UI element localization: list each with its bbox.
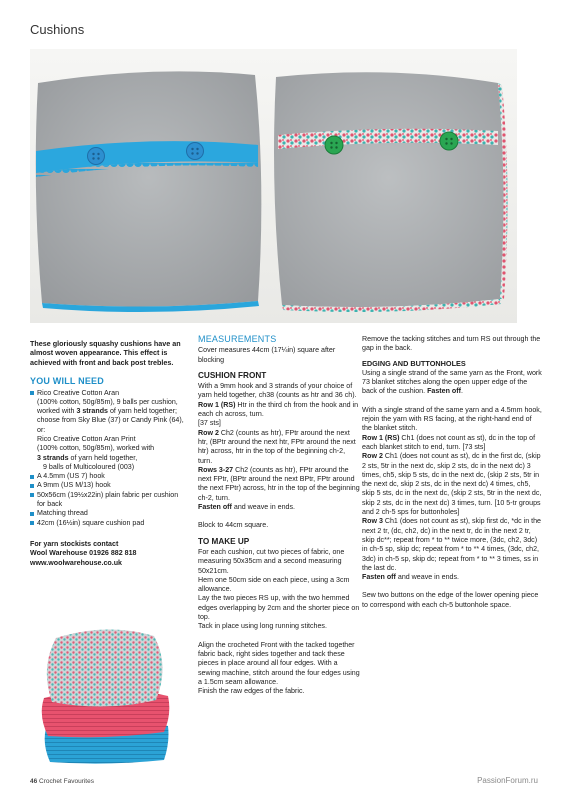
hero-photo-cushions <box>30 49 517 323</box>
watermark: PassionForum.ru <box>477 776 538 785</box>
cushion-right <box>274 72 504 307</box>
button-right-2 <box>440 132 458 150</box>
button-left-2 <box>187 143 204 160</box>
cushion-front-heading: CUSHION FRONT <box>198 370 267 380</box>
measurements-text: Cover measures 44cm (17¼in) square after blocking <box>198 346 336 364</box>
section-title: Cushions <box>30 22 85 37</box>
page-footer <box>30 778 94 785</box>
edging-heading: EDGING AND BUTTONHOLES <box>362 358 466 368</box>
photo-stacked-cushions <box>36 616 176 764</box>
materials-list <box>30 389 188 528</box>
make-up-heading: TO MAKE UP <box>198 536 250 546</box>
cushion-left <box>36 71 262 306</box>
page-number: 46 <box>30 778 38 785</box>
stockist-contact: For yarn stockists contact Wool Warehouse 01926 882 818 www.woolwarehouse.co.uk <box>30 540 188 568</box>
column-materials <box>30 335 188 568</box>
intro-text: These gloriously squashy cushions have an almost woven appearance. This effect is achieved with front and back post trebles. <box>30 339 181 367</box>
measurements-heading: MEASUREMENTS <box>198 334 277 344</box>
list-item: A 9mm (US M/13) hook <box>30 481 188 490</box>
list-item: Rico Creative Cotton Aran (100% cotton, 50g/85m), 9 balls per cushion, worked with 3 strands of yarn held together; choose from Sky Blue (37) or Candy Pink (64), or: Rico Creative Cotton Aran Print (100% cotton, 50g/85m), worked with 3 strands of yarn held together, 9 balls of Multicoloured (003) <box>30 389 188 473</box>
button-right-1 <box>325 136 343 154</box>
column-front: MEASUREMENTS Cover measures 44cm (17¼in) square after blocking CUSHION FRONT With a 9mm hook and 3 strands of your choice of yarn held together, ch38 (counts as htr and 36 ch). Row 1 (RS) Htr in the third ch from the hook and in each ch across, turn. [37 sts] Row 2 Ch2 (counts as htr), FPtr around the next htr, (BPtr around the next htr, FPtr around the next htr) across, htr in the top of the beginning ch-2, turn. Rows 3-27 Ch2 (counts as htr), FPtr around the next FPtr, (BPtr around the next BPtr, FPtr around the next FPtr) across, htr in the top of the beginning ch-2, turn. Fasten off and weave in ends. Block to 44cm square. TO MAKE UP For each cushion, cut two pieces of fabric, one measuring 50x35cm and a second measuring 50x21cm. Hem one 50cm side on each piece, using a 3cm allowance. Lay the two pieces RS up, with the two hemmed edges overlapping by 2cm and the shorter piece on top. Tack in place using long running stitches. Align the crocheted Front with the tacked together fabric back, right sides together and tack these pieces in place around all four edges. With a sewing machine, stitch around the four edges using a 1.5cm seam allowance. Finish the raw edges of the fabric. <box>198 334 360 696</box>
magazine-name: Crochet Favourites <box>39 778 94 785</box>
button-left-1 <box>88 148 105 165</box>
list-item: 50x56cm (19½x22in) plain fabric per cushion for back <box>30 491 188 510</box>
column-edging: Remove the tacking stitches and turn RS out through the gap in the back. EDGING AND BUTTONHOLES Using a single strand of the same yarn as the Front, work 73 blanket stitches along the open upper edge of the back of the cushion. Fasten off. With a single strand of the same yarn and a 4.5mm hook, rejoin the yarn with RS facing, at the right-hand end of the blanket stitch. Row 1 (RS) Ch1 (does not count as st), dc in the top of each blanket stitch to end, turn. [73 sts] Row 2 Ch1 (does not count as st), dc in the first dc, (skip 2 sts, 5tr in the next dc, skip 2 sts, dc in the next dc) 3 times, ch5, skip 5 sts, dc in the next dc, (skip 2 sts, 5tr in the next dc, skip 2 sts, dc in the next dc) 4 times, ch5, skip 5 sts, dc in the next dc, (skip 2 sts, 5tr in the next dc, skip 2 sts, dc in the next dc) 3 times, turn. [10 5-tr groups and 2 ch-5 sps for buttonholes] Row 3 Ch1 (does not count as st), skip first dc, *dc in the next 2 tr, (dc, ch2, dc) in the next tr, dc in the next 2 tr, skip dc**; repeat from * to ** twice more, (3dc, ch2, 3dc) in ch-5 sp, skip dc; repeat from * to ** 4 times, (3dc, ch2, 3dc) in ch-5 sp, skip dc; repeat from * to ** 3 times, ss in the last dc. Fasten off and weave in ends. Sew two buttons on the edge of the lower opening piece to correspond with each ch-5 buttonhole space. <box>362 335 542 609</box>
list-item: 42cm (16½in) square cushion pad <box>30 519 188 528</box>
you-will-need-heading: YOU WILL NEED <box>30 376 104 387</box>
list-item: Matching thread <box>30 509 188 518</box>
cushion-multi <box>47 629 163 706</box>
list-item: A 4.5mm (US 7) hook <box>30 472 188 481</box>
stockist-link[interactable]: www.woolwarehouse.co.uk <box>30 558 122 567</box>
